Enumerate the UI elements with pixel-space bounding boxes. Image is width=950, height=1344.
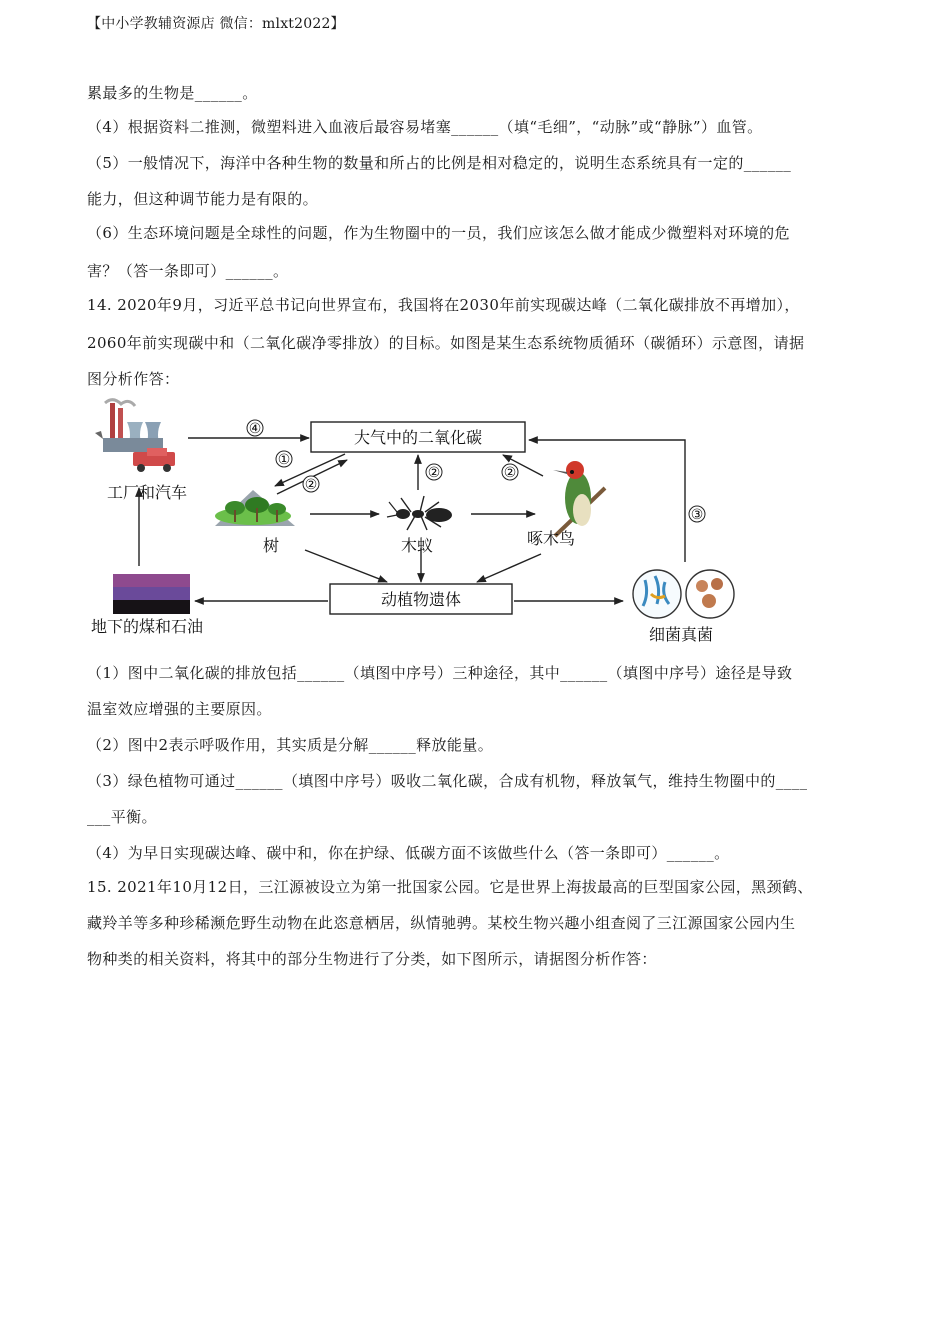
text-line: （3）绿色植物可通过______（填图中序号）吸收二氧化碳，合成有机物，释放氧气，维持生物圈中的____	[87, 772, 808, 790]
atmosphere-label: 大气中的二氧化碳	[353, 428, 483, 447]
page-header: 【中小学教辅资源店 微信：mlxt2022】	[87, 16, 345, 32]
text-line: （6）生态环境问题是全球性的问题，作为生物圈中的一员，我们应该怎么做才能成少微塑料对环境的危	[87, 224, 790, 242]
coal-oil-icon	[113, 574, 190, 614]
text-line: 图分析作答：	[87, 370, 180, 388]
question-14-line: 14. 2020年9月，习近平总书记向世界宣布，我国将在2030年前实现碳达峰（二氧化碳排放不再增加），	[87, 296, 800, 314]
text-line: （5）一般情况下，海洋中各种生物的数量和所占的比例是相对稳定的，说明生态系统具有一定的______	[87, 154, 792, 172]
microbes-icon	[633, 570, 734, 618]
label-2-tree: ②	[304, 477, 318, 493]
question-15-line: 15. 2021年10月12日，三江源被设立为第一批国家公园。它是世界上海拔最高的巨型国家公园，黑颈鹤、	[87, 878, 813, 896]
text-line: 藏羚羊等多种珍稀濒危野生动物在此恣意栖居，纵情驰骋。某校生物兴趣小组查阅了三江源国家公园内生	[87, 914, 796, 932]
microbes-label: 细菌真菌	[649, 625, 714, 644]
text-line: （2）图中2表示呼吸作用，其实质是分解______释放能量。	[87, 736, 494, 754]
label-2-ant: ②	[427, 465, 441, 481]
arrow-bird-to-remains	[477, 554, 541, 582]
factory-icon	[95, 400, 175, 472]
text-line: ___平衡。	[87, 808, 157, 826]
remains-label: 动植物遗体	[380, 590, 462, 609]
ant-label: 木蚁	[401, 536, 434, 555]
text-line: （4）为早日实现碳达峰、碳中和，你在护绿、低碳方面不该做些什么（答一条即可）______。	[87, 844, 730, 862]
text-line: （1）图中二氧化碳的排放包括______（填图中序号）三种途径，其中______（填图中序号）途径是导致	[87, 664, 793, 682]
woodpecker-label: 啄木鸟	[527, 529, 576, 548]
text-line: 温室效应增强的主要原因。	[87, 700, 272, 718]
text-line: 害？（答一条即可）______。	[87, 262, 289, 280]
carbon-cycle-diagram	[85, 398, 745, 650]
woodpecker-icon	[553, 461, 605, 536]
text-line: 累最多的生物是______。	[87, 84, 258, 102]
label-4: ④	[248, 421, 262, 437]
arrow-tree-to-remains	[305, 550, 387, 582]
label-2-bird: ②	[503, 465, 517, 481]
text-line: 物种类的相关资料，将其中的部分生物进行了分类，如下图所示，请据图分析作答：	[87, 950, 657, 968]
tree-label: 树	[263, 536, 280, 555]
label-1: ①	[277, 452, 291, 468]
tree-icon	[215, 490, 295, 526]
factory-label: 工厂和汽车	[107, 483, 188, 502]
text-line: 能力，但这种调节能力是有限的。	[87, 190, 319, 208]
text-line: 2060年前实现碳中和（二氧化碳净零排放）的目标。如图是某生态系统物质循环（碳循环）示意图，请据	[87, 334, 805, 352]
ant-icon	[387, 496, 452, 530]
text-line: （4）根据资料二推测，微塑料进入血液后最容易堵塞______（填“毛细”，“动脉”或“静脉”）血管。	[87, 118, 763, 136]
coal-label: 地下的煤和石油	[91, 617, 204, 636]
label-3: ③	[690, 507, 704, 523]
